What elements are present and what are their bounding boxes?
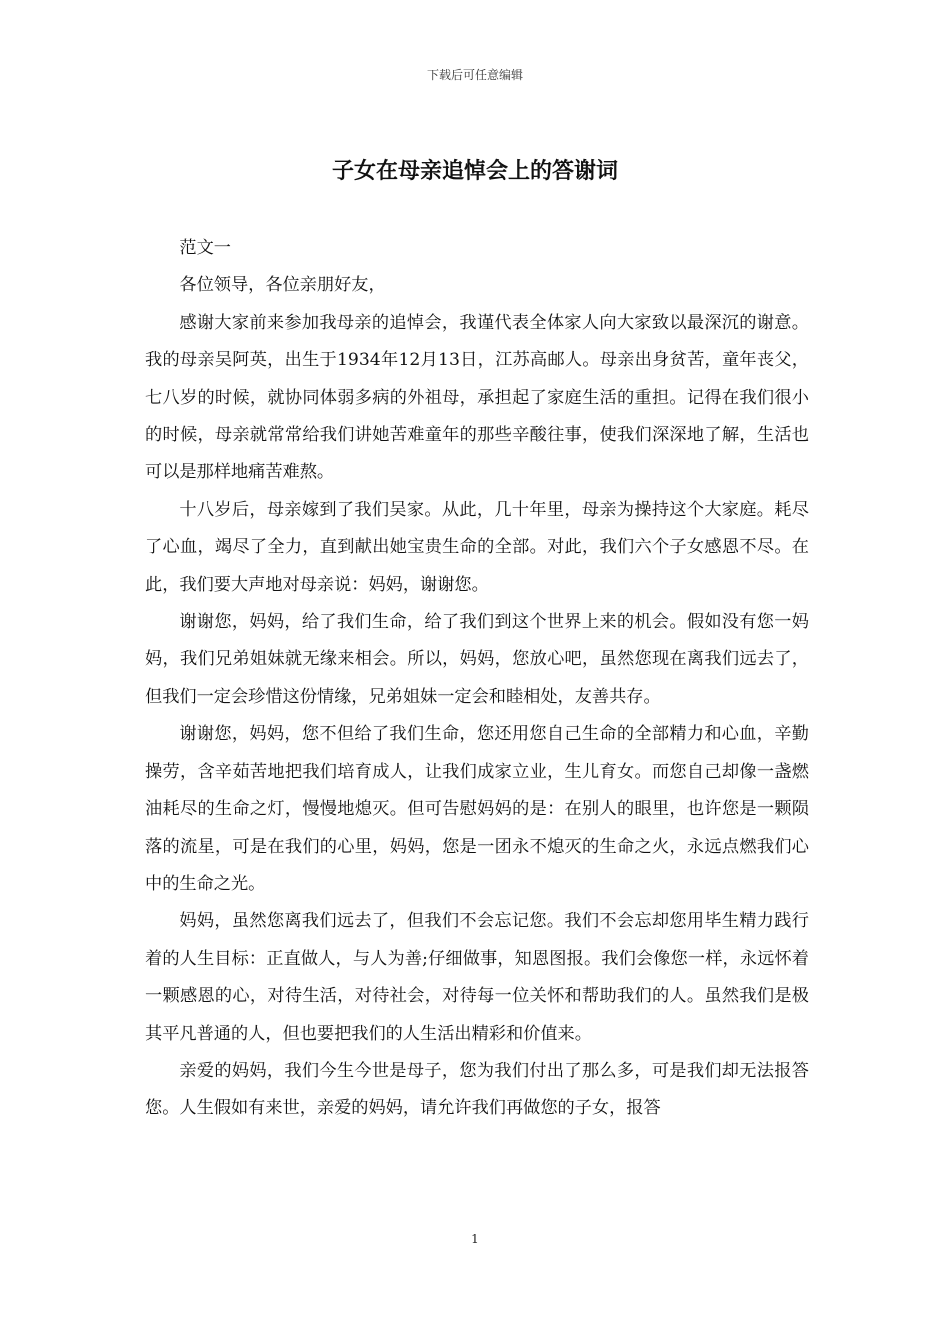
paragraph: 十八岁后，母亲嫁到了我们吴家。从此，几十年里，母亲为操持这个大家庭。耗尽了心血，竭尽了全力，直到献出她宝贵生命的全部。对此，我们六个子女感恩不尽。在此，我们要大声地对母亲说：妈妈，谢谢您。 [145, 499, 809, 595]
paragraph-label: 范文一 [179, 238, 231, 258]
paragraph: 感谢大家前来参加我母亲的追悼会，我谨代表全体家人向大家致以最深沉的谢意。我的母亲吴阿英，出生于1934年12月13日，江苏高邮人。母亲出身贫苦，童年丧父，七八岁的时候，就协同体弱多病的外祖母，承担起了家庭生活的重担。记得在我们很小的时候，母亲就常常给我们讲她苦难童年的那些辛酸往事，使我们深深地了解，生活也可以是那样地痛苦难熬。 [145, 312, 809, 483]
paragraph: 谢谢您，妈妈，您不但给了我们生命，您还用您自己生命的全部精力和心血，辛勤操劳，含辛茹苦地把我们培育成人，让我们成家立业，生儿育女。而您自己却像一盏燃油耗尽的生命之灯，慢慢地熄灭。但可告慰妈妈的是：在别人的眼里，也许您是一颗陨落的流星，可是在我们的心里，妈妈，您是一团永不熄灭的生命之火，永远点燃我们心中的生命之光。 [145, 724, 809, 894]
paragraph-salutation: 各位领导，各位亲朋好友， [179, 275, 386, 296]
paragraph: 亲爱的妈妈，我们今生今世是母子，您为我们付出了那么多，可是我们却无法报答您。人生假如有来世，亲爱的妈妈，请允许我们再做您的子女，报答 [145, 1060, 809, 1119]
paragraph: 谢谢您，妈妈，给了我们生命，给了我们到这个世界上来的机会。假如没有您一妈妈，我们兄弟姐妹就无缘来相会。所以，妈妈，您放心吧，虽然您现在离我们远去了，但我们一定会珍惜这份情缘，兄弟姐妹一定会和睦相处，友善共存。 [145, 612, 809, 707]
header-note: 下载后可任意编辑 [426, 68, 523, 82]
document-body [145, 230, 809, 1128]
document-title: 子女在母亲追悼会上的答谢词 [331, 158, 618, 184]
paragraph: 妈妈，虽然您离我们远去了，但我们不会忘记您。我们不会忘却您用毕生精力践行着的人生目标：正直做人，与人为善;仔细做事，知恩图报。我们会像您一样，永远怀着一颗感恩的心，对待生活，对待社会，对待每一位关怀和帮助我们的人。虽然我们是极其平凡普通的人，但也要把我们的人生活出精彩和价值来。 [145, 911, 809, 1044]
page-number: 1 [471, 1232, 479, 1246]
